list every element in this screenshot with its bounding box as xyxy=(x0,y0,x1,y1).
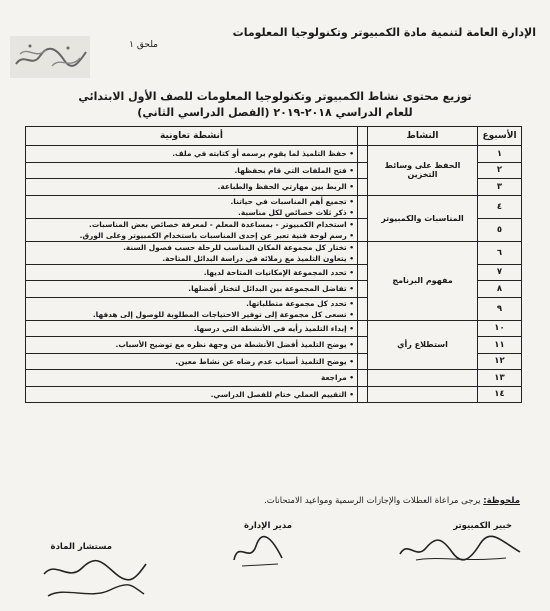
gap-cell xyxy=(358,281,368,298)
note-text: يرجى مراعاة العطلات والإجازات الرسمية ومواعيد الامتحانات. xyxy=(264,496,481,506)
coop-activities-cell xyxy=(26,241,358,264)
table-row xyxy=(26,370,522,387)
activity-topic-empty xyxy=(368,386,478,403)
director-signature-scribble xyxy=(228,534,288,570)
activity-item: • مراجعة xyxy=(29,372,354,383)
activity-item: • فتح الملفات التي قام بحفظها. xyxy=(29,165,354,176)
calligraphy-logo xyxy=(8,34,92,80)
activity-topic: المناسبات والكمبيوتر xyxy=(368,195,478,241)
week-number: ١٢ xyxy=(478,353,522,370)
coop-activities-cell xyxy=(26,320,358,337)
organization-header: الإدارة العامة لتنمية مادة الكمبيوتر وتكنولوجيا المعلومات xyxy=(232,26,536,39)
gap-cell xyxy=(358,195,368,218)
table-header-row xyxy=(26,127,522,146)
coop-activities-cell xyxy=(26,195,358,218)
table-row xyxy=(26,386,522,403)
table-row xyxy=(26,195,522,218)
activity-item: • رسم لوحة فنية تعبر عن إحدى المناسبات باستخدام الكمبيوتر وعلى الورق. xyxy=(29,230,354,241)
activity-topic: الحفظ على وسائط التخزين xyxy=(368,146,478,196)
table-row xyxy=(26,320,522,337)
gap-cell xyxy=(358,386,368,403)
activity-item: • إبداء التلميذ رأيه في الأنشطة التي درسها. xyxy=(29,323,354,334)
activity-item: • حفظ التلميذ لما يقوم برسمه أو كتابته في ملف. xyxy=(29,148,354,159)
coop-activities-cell xyxy=(26,179,358,196)
week-number: ١٠ xyxy=(478,320,522,337)
header-coop: أنشطة تعاونية xyxy=(26,127,358,146)
coop-activities-cell xyxy=(26,337,358,354)
week-number: ١٣ xyxy=(478,370,522,387)
signature-expert-title: خبير الكمبيوتر xyxy=(453,521,512,531)
note-label: ملحوظة: xyxy=(483,496,520,506)
week-number: ٨ xyxy=(478,281,522,298)
gap-cell xyxy=(358,370,368,387)
coop-activities-cell xyxy=(26,264,358,281)
activity-item: • تحدد المجموعة الإمكانيات المتاحة لديها. xyxy=(29,267,354,278)
document-title: توزيع محتوى نشاط الكمبيوتر وتكنولوجيا المعلومات للصف الأول الابتدائي xyxy=(78,90,472,103)
header-gap xyxy=(358,127,368,146)
activity-item: • التقييم العملي ختام للفصل الدراسي. xyxy=(29,389,354,400)
week-number: ٢ xyxy=(478,162,522,179)
week-number: ٦ xyxy=(478,241,522,264)
document-subtitle: للعام الدراسي ٢٠١٨-٢٠١٩ (الفصل الدراسي الثاني) xyxy=(137,106,413,119)
table-row xyxy=(26,241,522,264)
week-number: ١٤ xyxy=(478,386,522,403)
table-row xyxy=(26,146,522,163)
note xyxy=(264,496,520,506)
activity-item: • الربط بين مهارتي الحفظ والطباعة. xyxy=(29,181,354,192)
activity-item: • استخدام الكمبيوتر - بمساعدة المعلم - لمعرفة خصائص بعض المناسبات. xyxy=(29,219,354,230)
gap-cell xyxy=(358,218,368,241)
gap-cell xyxy=(358,241,368,264)
week-number: ٤ xyxy=(478,195,522,218)
activity-item: • تفاضل المجموعة بين البدائل لتختار أفضلها. xyxy=(29,283,354,294)
table-body xyxy=(26,146,522,403)
coop-activities-cell xyxy=(26,281,358,298)
activity-topic: مفهوم البرنامج xyxy=(368,241,478,320)
signature-advisor-title: مستشار المادة xyxy=(50,542,112,552)
week-number: ١١ xyxy=(478,337,522,354)
expert-signature-scribble xyxy=(396,532,526,566)
advisor-signature-scribble xyxy=(40,556,150,604)
activity-item: • يتعاون التلميذ مع زملائه في دراسة البدائل المتاحة. xyxy=(29,253,354,264)
week-number: ٧ xyxy=(478,264,522,281)
gap-cell xyxy=(358,162,368,179)
coop-activities-cell xyxy=(26,146,358,163)
gap-cell xyxy=(358,353,368,370)
gap-cell xyxy=(358,146,368,163)
coop-activities-cell xyxy=(26,162,358,179)
coop-activities-cell xyxy=(26,297,358,320)
header-week: الأسبوع xyxy=(478,127,522,146)
header-activity: النشاط xyxy=(368,127,478,146)
gap-cell xyxy=(358,297,368,320)
week-number: ٥ xyxy=(478,218,522,241)
activity-item: • تجميع أهم المناسبات في حياتنا. xyxy=(29,196,354,207)
week-number: ٩ xyxy=(478,297,522,320)
activities-table xyxy=(25,126,522,403)
activity-item: • تسعى كل مجموعة إلى توفير الاحتياجات المطلوبة للوصول إلى هدفها. xyxy=(29,309,354,320)
annex-label: ملحق ١ xyxy=(129,40,158,50)
gap-cell xyxy=(358,337,368,354)
activity-item: • تختار كل مجموعة المكان المناسب للرحلة حسب فصول السنة. xyxy=(29,242,354,253)
activity-topic-empty xyxy=(368,370,478,387)
activity-topic: استطلاع رأي xyxy=(368,320,478,370)
coop-activities-cell xyxy=(26,218,358,241)
activity-item: • ذكر ثلاث خصائص لكل مناسبة. xyxy=(29,207,354,218)
gap-cell xyxy=(358,179,368,196)
gap-cell xyxy=(358,320,368,337)
activity-item: • يوضح التلميذ أفضل الأنشطة من وجهة نظره مع توضيح الأسباب. xyxy=(29,339,354,350)
activity-item: • يوضح التلميذ أسباب عدم رضاه عن نشاط معين. xyxy=(29,356,354,367)
week-number: ٣ xyxy=(478,179,522,196)
activity-item: • تحدد كل مجموعة متطلباتها. xyxy=(29,298,354,309)
coop-activities-cell xyxy=(26,370,358,387)
week-number: ١ xyxy=(478,146,522,163)
coop-activities-cell xyxy=(26,386,358,403)
signature-director-title: مدير الإدارة xyxy=(243,521,292,531)
gap-cell xyxy=(358,264,368,281)
coop-activities-cell xyxy=(26,353,358,370)
